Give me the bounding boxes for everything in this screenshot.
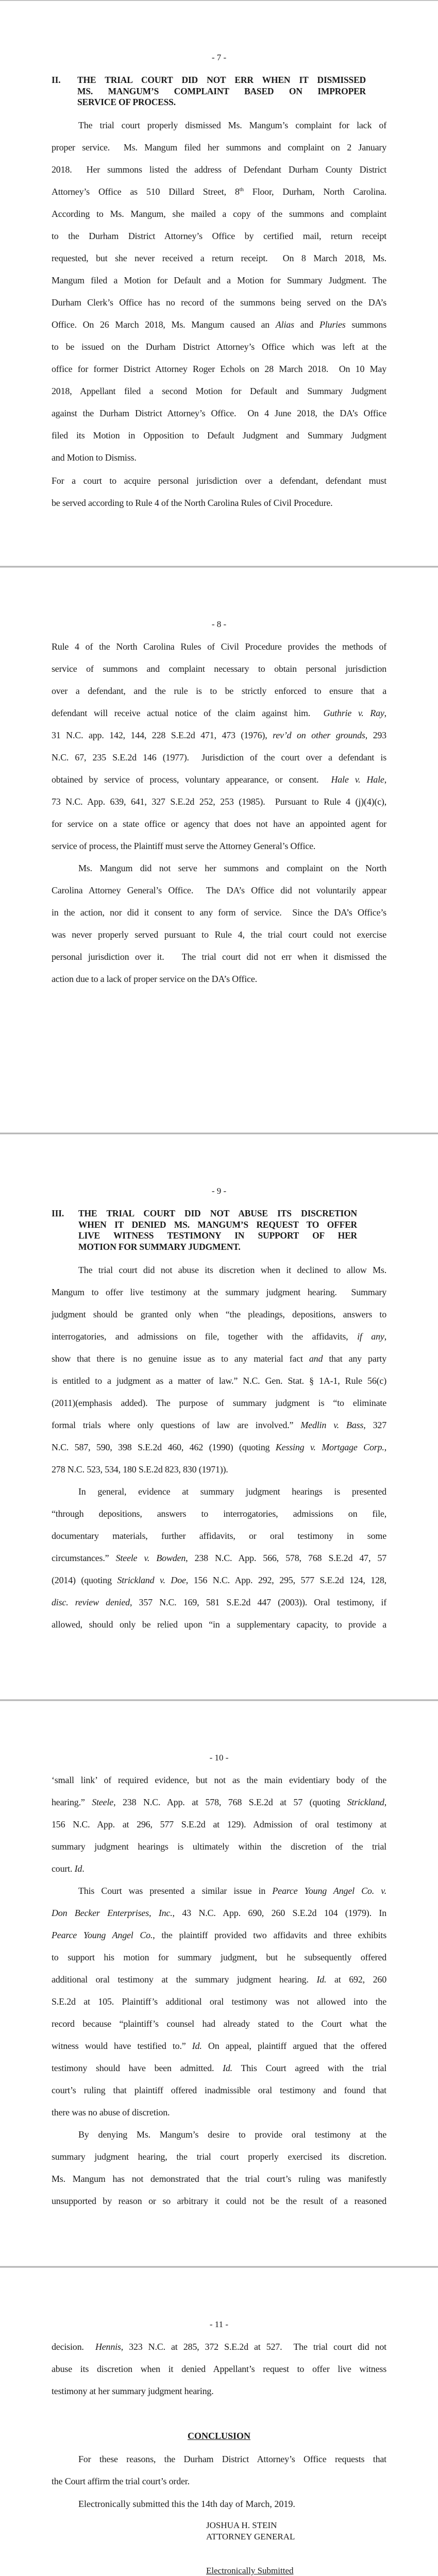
text-run: formal trials where only questions of law are involved.” <box>52 1419 301 1430</box>
citation-italic: disc. review denied <box>52 1597 130 1607</box>
section-heading-line: WHEN IT DENIED MS. MANGUM’S REQUEST TO OFFER <box>78 1219 357 1230</box>
text-run: . <box>82 1863 85 1874</box>
citation-italic: Id. <box>192 2041 202 2051</box>
body-text-line <box>52 475 386 486</box>
page-number: - 9 - <box>211 1186 227 1196</box>
text-run: 156 N.C. App. at 296, 577 S.E.2d at 129). Admission of oral testimony at <box>52 1819 386 1829</box>
body-text-line <box>52 2151 386 2162</box>
text-run: allowed, should only be relied upon “in a supplementary capacity, to provide a <box>52 1619 386 1630</box>
text-run: (2011)(emphasis added). The purpose of summary judgment is “to eliminate <box>52 1397 386 1408</box>
citation-italic: Id. <box>223 2063 232 2073</box>
signature-attorney-general: JOSHUA H. STEIN <box>206 2520 277 2530</box>
text-run: and <box>294 319 319 330</box>
text-run: circumstances.” <box>52 1552 116 1563</box>
text-run: Rule 4 of the North Carolina Rules of Civil Procedure provides the methods of <box>52 641 386 652</box>
body-text-line <box>52 275 386 286</box>
text-run: 2018, Appellant filed a second Motion for Default and Summary Judgment <box>52 386 386 396</box>
text-run: judgment should be granted only when “the pleadings, depositions, answers to <box>52 1309 386 1319</box>
body-text-line <box>52 1530 386 1541</box>
body-text-line <box>52 252 386 264</box>
body-text-line <box>52 452 386 463</box>
text-run: show that there is no genuine issue as to any material fact <box>52 1353 309 1364</box>
text-run: Attorney’s Office as 510 Dillard Street, 8 <box>52 187 240 197</box>
heading-number: III. <box>52 1208 64 1218</box>
body-text-line <box>78 1486 386 1497</box>
body-text-line <box>52 1442 386 1453</box>
submission-date: Electronically submitted this the 14th day of March, 2019. <box>78 2499 295 2509</box>
body-text-line <box>52 1574 386 1586</box>
text-run: Ms. Mangum has not demonstrated that the trial court’s ruling was manifestly <box>52 2174 386 2184</box>
body-text-line <box>52 663 386 674</box>
text-run: , <box>384 1442 386 1452</box>
citation-italic: Strickland <box>347 1797 384 1807</box>
conclusion-line <box>52 2476 386 2487</box>
citation-italic: Kessing v. Mortgage Corp. <box>275 1442 384 1452</box>
page-separator <box>0 566 438 568</box>
text-run: proper service. Ms. Mangum filed her summons and complaint on 2 January <box>52 142 386 152</box>
text-run: additional oral testimony at the summary judgment hearing. <box>52 1974 317 1985</box>
citation-italic: Pearce Young Angel Co. v. <box>272 1886 386 1896</box>
text-run: , 43 N.C. App. 690, 260 S.E.2d 104 (1979). In <box>172 1908 386 1918</box>
section-heading-line: MOTION FOR SUMMARY JUDGMENT. <box>78 1241 241 1252</box>
text-run: there was no abuse of discretion. <box>52 2107 170 2117</box>
text-run: and Motion to Dismiss. <box>52 452 137 463</box>
heading-number: II. <box>52 75 61 85</box>
text-run: Mangum to offer live testimony at the summary judgment hearing. Summary <box>52 1286 386 1297</box>
text-run: over a defendant, and the rule is to be strictly enforced to ensure that a <box>52 686 386 696</box>
page-separator <box>0 1699 438 1701</box>
section-heading-line: LIVE WITNESS TESTIMONY IN SUPPORT OF HER <box>78 1230 357 1241</box>
body-text-line <box>52 2341 386 2352</box>
superscript: th <box>239 187 244 193</box>
text-run: against the Durham District Attorney’s Office. On 4 June 2018, the DA’s Office <box>52 408 386 418</box>
body-text-line <box>52 951 386 962</box>
page-number: - 7 - <box>211 53 227 62</box>
text-run: service of summons and complaint necessary to obtain personal jurisdiction <box>52 664 386 674</box>
text-run: record because “plaintiff’s counsel had already stated to the Court what the <box>52 2019 386 2029</box>
text-run: abuse its discretion when it denied Appellant’s request to offer live witness <box>52 2364 386 2374</box>
body-text-line <box>52 2107 386 2118</box>
text-run: summary judgment hearing, the trial court properly exercised its discretion. <box>52 2151 386 2162</box>
citation-italic: Id <box>74 1863 82 1874</box>
text-run: interrogatories, and admissions on file, together with the affidavits, <box>52 1331 358 1342</box>
text-run: 31 N.C. app. 142, 144, 228 S.E.2d 471, 473 (1976), <box>52 730 273 740</box>
body-text-line <box>52 2195 386 2207</box>
page-separator <box>0 0 438 1</box>
page-number: - 10 - <box>209 1753 229 1762</box>
section-heading-line: THE TRIAL COURT DID NOT ABUSE ITS DISCRETION <box>78 1208 357 1218</box>
text-run: S.E.2d at 105. Plaintiff’s additional oral testimony was not allowed into the <box>52 1996 386 2007</box>
text-run: hearing.” <box>52 1797 92 1807</box>
text-run: This Court was presented a similar issue in <box>78 1886 273 1896</box>
citation-italic: Medlin v. Bass <box>300 1419 364 1430</box>
text-run: N.C. 587, 590, 398 S.E.2d 460, 462 (1990) (quoting <box>52 1442 276 1452</box>
body-text-line <box>52 1419 386 1431</box>
electronic-signature-text: Electronically Submitted <box>206 2566 294 2575</box>
text-run: action due to a lack of proper service on the DA’s Office. <box>52 974 257 984</box>
page <box>0 2267 438 2576</box>
text-run: The trial court properly dismissed Ms. Mangum’s complaint for lack of <box>78 120 386 130</box>
body-text-line <box>52 319 386 330</box>
text-run: Mangum filed a Motion for Default and a Motion for Summary Judgment. The <box>52 275 386 285</box>
citation-italic: Alias <box>275 319 294 330</box>
page <box>0 567 438 1133</box>
text-run: filed its Motion in Opposition to Default Judgment and Summary Judgment <box>52 430 386 440</box>
page-separator <box>0 2266 438 2268</box>
text-run: to be issued on the Durham District Attorney’s Office which was left at the <box>52 342 386 352</box>
text-run: 2018. Her summons listed the address of Defendant Durham County District <box>52 164 386 175</box>
body-text-line <box>52 1508 386 1519</box>
body-text-line <box>52 1597 386 1608</box>
body-text-line <box>52 1774 386 1786</box>
text-run: , 327 <box>363 1419 386 1430</box>
text-run: office for former District Attorney Roger Echols on 28 March 2018. On 10 May <box>52 364 386 374</box>
body-text-line <box>52 2084 386 2096</box>
text-run: Carolina Attorney General’s Office. The DA’s Office did not voluntarily appear <box>52 885 386 895</box>
text-run: , <box>384 774 387 785</box>
body-text-line <box>52 1819 386 1830</box>
text-run: , 357 N.C. 169, 581 S.E.2d 447 (2003)). Oral testimony, if <box>129 1597 386 1607</box>
citation-italic: Steele <box>92 1797 114 1807</box>
body-text-line <box>52 973 386 985</box>
body-text-line <box>52 1841 386 1852</box>
text-run: in the action, nor did it consent to any form of service. Since the DA’s Office’s <box>52 907 386 918</box>
text-run: service of process, the Plaintiff must serve the Attorney General’s Office. <box>52 841 316 851</box>
text-run: This Court agreed with the trial <box>232 2063 386 2073</box>
body-text-line <box>52 1619 386 1630</box>
text-run: By denying Ms. Mangum’s desire to provide oral testimony at the <box>78 2129 386 2140</box>
citation-italic: Hennis <box>95 2342 121 2352</box>
body-text-line <box>78 1264 386 1276</box>
text-run: N.C. 67, 235 S.E.2d 146 (1977). Jurisdiction of the court over a defendant is <box>52 752 386 762</box>
text-run: For a court to acquire personal jurisdiction over a defendant, defendant must <box>52 476 386 486</box>
citation-italic: Strickland v. Doe <box>117 1574 186 1585</box>
body-text-line <box>52 341 386 352</box>
text-run: was never properly served pursuant to Rule 4, the trial court could not exercise <box>52 929 386 940</box>
body-text-line <box>52 685 386 697</box>
text-run: requested, but she never received a return receipt. On 8 March 2018, Ms. <box>52 253 386 263</box>
body-text-line <box>52 907 386 918</box>
conclusion-heading <box>0 2430 438 2442</box>
body-text-line <box>52 297 386 308</box>
text-run: (2014) (quoting <box>52 1574 117 1585</box>
body-text-line <box>52 1331 386 1342</box>
body-text-line <box>52 2385 386 2397</box>
signature-attorney-general: ATTORNEY GENERAL <box>206 2531 295 2541</box>
body-text-line <box>52 164 386 175</box>
body-text-line <box>52 1353 386 1364</box>
page <box>0 0 438 567</box>
body-text-line <box>52 1552 386 1564</box>
citation-italic: if any <box>357 1331 384 1342</box>
text-run: for service on a state office or agency that does not have an appointed agent for <box>52 819 386 829</box>
text-run: Floor, Durham, North Carolina. <box>243 187 386 197</box>
body-text-line <box>52 2363 386 2375</box>
text-run: defendant will receive actual notice of the claim against him. <box>52 708 324 718</box>
body-text-line <box>52 2062 386 2074</box>
body-text-line <box>52 1286 386 1298</box>
citation-italic: Steele v. Bowden <box>115 1552 186 1563</box>
body-text-line <box>52 707 386 719</box>
body-text-line <box>52 1797 386 1808</box>
body-text-line <box>78 1885 386 1896</box>
body-text-line <box>52 2040 386 2052</box>
text-run: , 238 N.C. App. at 578, 768 S.E.2d at 57 (quoting <box>113 1797 347 1807</box>
text-run: unsupported by reason or so arbitrary it could not be the result of a reasoned <box>52 2196 386 2206</box>
text-run: be served according to Rule 4 of the North Carolina Rules of Civil Procedure. <box>52 498 333 508</box>
body-text-line <box>52 230 386 242</box>
body-text-line <box>52 1375 386 1386</box>
body-text-line <box>52 1309 386 1320</box>
text-run: decision. <box>52 2342 95 2352</box>
text-run: Durham Clerk’s Office has no record of the summons being served on the DA’s <box>52 297 386 308</box>
text-run: obtained by service of process, voluntary appearance, or consent. <box>52 774 331 785</box>
text-run: summary judgment hearings is ultimately within the discretion of the trial <box>52 1841 386 1852</box>
text-run: ‘small link’ of required evidence, but not as the main evidentiary body of the <box>52 1775 386 1785</box>
text-run: , 293 <box>365 730 386 740</box>
page-number: - 8 - <box>211 619 227 629</box>
text-run: to support his motion for summary judgment, but he subsequently offered <box>52 1952 386 1962</box>
text-run: court. <box>52 1863 75 1874</box>
text-run: , <box>384 708 386 718</box>
body-text-line <box>52 1974 386 1985</box>
text-run: at 692, 260 <box>326 1974 386 1985</box>
page <box>0 1133 438 1700</box>
text-run: personal jurisdiction over it. The trial court did not err when it dismissed the <box>52 952 386 962</box>
body-text-line <box>52 1397 386 1409</box>
electronic-signature-label <box>206 2565 294 2576</box>
body-text-line <box>52 186 386 197</box>
text-run: documentary materials, further affidavits, or oral testimony in some <box>52 1530 386 1541</box>
body-text-line <box>52 752 386 763</box>
section-heading-line: SERVICE OF PROCESS. <box>77 97 176 107</box>
page <box>0 1700 438 2267</box>
text-run: witness would have testified to.” <box>52 2041 192 2051</box>
body-text-line <box>52 1952 386 1963</box>
body-text-line <box>78 862 386 874</box>
text-run: to the Durham District Attorney’s Office by certified mail, return receipt <box>52 231 386 241</box>
body-text-line <box>52 208 386 219</box>
text-run: , 156 N.C. App. 292, 295, 577 S.E.2d 124, 128, <box>186 1574 386 1585</box>
body-text-line <box>52 840 386 852</box>
page-number: - 11 - <box>209 2319 229 2329</box>
body-text-line <box>78 2129 386 2140</box>
text-run: that any party <box>323 1353 386 1364</box>
text-run: In general, evidence at summary judgment hearings is presented <box>78 1486 386 1497</box>
text-run: is entitled to a judgment as a matter of law.” N.C. Gen. Stat. § 1A-1, Rule 56(c) <box>52 1375 386 1386</box>
citation-italic: Pluries <box>319 319 346 330</box>
body-text-line <box>52 929 386 940</box>
body-text-line <box>52 408 386 419</box>
text-run: “through depositions, answers to interrogatories, admissions on file, <box>52 1508 386 1519</box>
text-run: , 323 N.C. at 285, 372 S.E.2d at 527. The trial court did not <box>121 2342 386 2352</box>
body-text-line <box>78 120 386 131</box>
text-run: , <box>384 1331 387 1342</box>
body-text-line <box>52 818 386 829</box>
text-run: Ms. Mangum did not serve her summons and complaint on the North <box>78 863 386 873</box>
text-run: According to Ms. Mangum, she mailed a copy of the summons and complaint <box>52 209 386 219</box>
body-text-line <box>52 730 386 741</box>
text-run: 73 N.C. App. 639, 641, 327 S.E.2d 252, 253 (1985). Pursuant to Rule 4 (j)(4)(c), <box>52 796 386 807</box>
body-text-line <box>52 142 386 153</box>
body-text-line <box>52 1464 386 1475</box>
body-text-line <box>52 2018 386 2029</box>
citation-italic: Guthrie v. Ray <box>323 708 384 718</box>
body-text-line <box>52 1863 386 1874</box>
text-run: testimony should have been admitted. <box>52 2063 223 2073</box>
body-text-line <box>52 2173 386 2184</box>
citation-italic: Don Becker Enterprises, Inc. <box>52 1908 173 1918</box>
body-text-line <box>52 363 386 375</box>
citation-italic: Id. <box>316 1974 327 1985</box>
text-run: court’s ruling that plaintiff offered inadmissible oral testimony and found that <box>52 2085 386 2095</box>
citation-italic: and <box>309 1353 323 1364</box>
text-run: testimony at her summary judgment hearing. <box>52 2386 214 2396</box>
page-separator <box>0 1132 438 1134</box>
text-run: Office. On 26 March 2018, Ms. Mangum caused an <box>52 319 276 330</box>
body-text-line <box>52 641 386 652</box>
section-heading-line: THE TRIAL COURT DID NOT ERR WHEN IT DISMISSED <box>77 75 366 85</box>
text-run: On appeal, plaintiff argued that the offered <box>201 2041 387 2051</box>
body-text-line <box>52 1907 386 1919</box>
body-text-line <box>52 1929 386 1941</box>
citation-italic: Pearce Young Angel Co. <box>52 1930 153 1940</box>
citation-italic: Hale v. Hale <box>331 774 384 785</box>
conclusion-line <box>78 2453 386 2465</box>
conclusion-heading-text: CONCLUSION <box>187 2431 251 2441</box>
body-text-line <box>52 885 386 896</box>
text-run: summons <box>345 319 386 330</box>
body-text-line <box>52 1996 386 2007</box>
body-text-line <box>52 796 386 807</box>
body-text-line <box>52 497 386 509</box>
text-run: The trial court did not abuse its discretion when it declined to allow Ms. <box>78 1264 386 1275</box>
body-text-line <box>52 774 386 785</box>
text-run: , 238 N.C. App. 566, 578, 768 S.E.2d 47, 57 <box>186 1552 387 1563</box>
text-run: 278 N.C. 523, 534, 180 S.E.2d 823, 830 (1971)). <box>52 1464 228 1475</box>
text-run: , the plaintiff provided two affidavits and three exhibits <box>153 1930 387 1940</box>
body-text-line <box>52 430 386 441</box>
citation-italic: rev’d on other grounds <box>273 730 365 740</box>
text-run: , <box>384 1797 386 1807</box>
body-text-line <box>52 385 386 397</box>
text-run: For these reasons, the Durham District Attorney’s Office requests that <box>78 2454 386 2464</box>
text-run: the Court affirm the trial court’s order. <box>52 2476 190 2486</box>
section-heading-line: MS. MANGUM’S COMPLAINT BASED ON IMPROPER <box>77 86 366 96</box>
